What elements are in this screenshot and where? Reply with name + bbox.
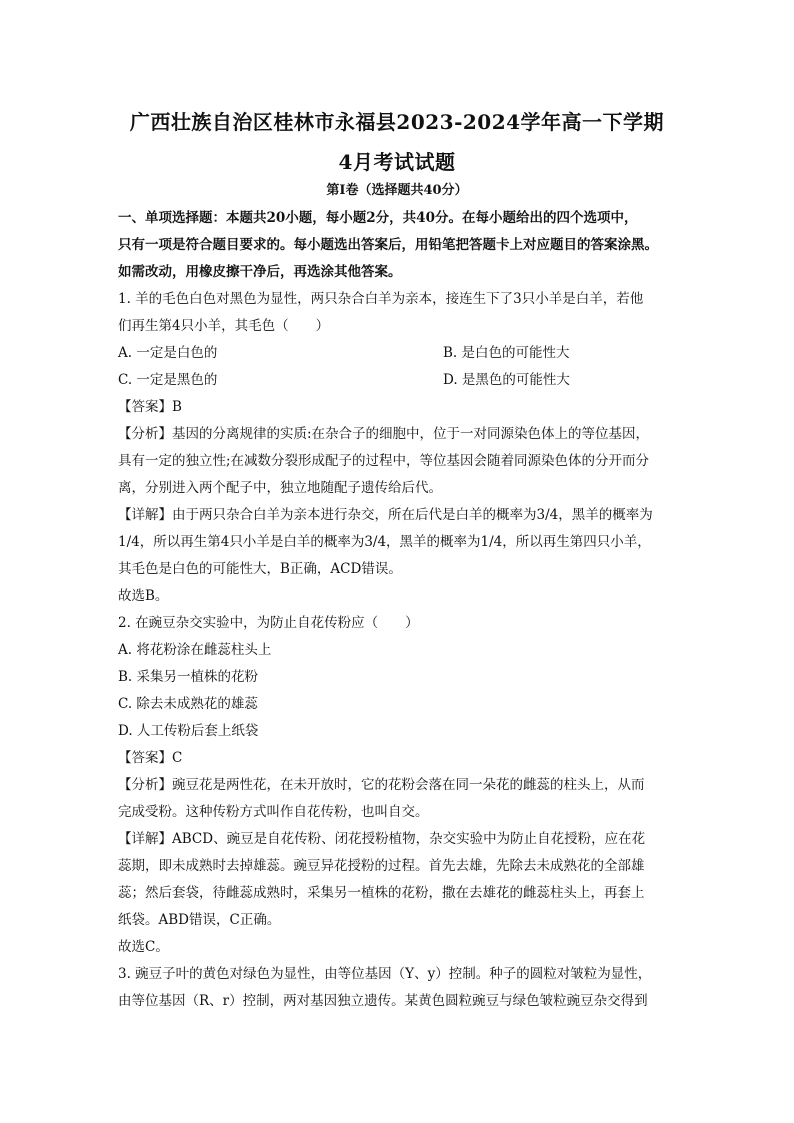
question-stem: 1. 羊的毛色白色对黑色为显性，两只杂合白羊为亲本，接连生下了3只小羊是白羊，若他 <box>118 291 644 307</box>
answer: 【答案】C <box>118 750 183 766</box>
question-3 <box>118 961 678 1015</box>
section-title: 第Ⅰ卷（选择题共40分） <box>326 183 468 198</box>
question-stem: 2. 在豌豆杂交实验中，为防止自花传粉应（ ） <box>118 615 419 631</box>
question-stem: 们再生第4只小羊，其毛色（ ） <box>118 318 330 334</box>
conclusion: 故选B。 <box>118 588 169 604</box>
option-row <box>118 367 678 394</box>
detail-line: 1/4，所以再生第4只小羊是白羊的概率为3/4，黑羊的概率为1/4，所以再生第四只小羊， <box>118 534 651 550</box>
option-a: A. 将花粉涂在雌蕊柱头上 <box>118 642 272 658</box>
detail-line: 其毛色是白色的可能性大，B正确，ACD错误。 <box>118 561 402 577</box>
analysis-line: 【分析】豌豆花是两性花，在未开放时，它的花粉会落在同一朵花的雌蕊的柱头上，从而 <box>118 777 645 793</box>
detail-line: 【详解】由于两只杂合白羊为亲本进行杂交，所在后代是白羊的概率为3/4，黑羊的概率为 <box>118 507 653 523</box>
analysis-line: 离，分别进入两个配子中，独立地随配子遗传给后代。 <box>118 480 442 496</box>
answer: 【答案】B <box>118 399 182 415</box>
analysis-line: 完成受粉。这种传粉方式叫作自花传粉，也叫自交。 <box>118 804 429 820</box>
question-1 <box>118 286 678 610</box>
option-c: C. 除去未成熟花的雄蕊 <box>118 696 258 712</box>
instructions-line: 一、单项选择题：本题共20小题，每小题2分，共40分。在每小题给出的四个选项中， <box>118 210 638 226</box>
detail-line: 蕊期，即未成熟时去掉雄蕊。豌豆异花授粉的过程。首先去雄，先除去未成熟花的全部雄 <box>118 858 645 874</box>
document-title-line-2: 4月考试试题 <box>338 150 456 174</box>
option-d: D. 是黑色的可能性大 <box>443 372 570 388</box>
instructions-line: 只有一项是符合题目要求的。每小题选出答案后，用铅笔把答题卡上对应题目的答案涂黑。 <box>118 237 658 253</box>
option-d: D. 人工传粉后套上纸袋 <box>118 723 259 739</box>
option-c: C. 一定是黑色的 <box>118 372 218 388</box>
option-row <box>118 340 678 367</box>
detail-line: 【详解】ABCD、豌豆是自花传粉、闭花授粉植物，杂交实验中为防止自花授粉，应在花 <box>118 831 646 847</box>
option-b: B. 采集另一植株的花粉 <box>118 669 259 685</box>
analysis-line: 【分析】基因的分离规律的实质:在杂合子的细胞中，位于一对同源染色体上的等位基因， <box>118 426 650 442</box>
question-stem: 由等位基因（R、r）控制，两对基因独立遗传。某黄色圆粒豌豆与绿色皱粒豌豆杂交得到 <box>118 993 648 1009</box>
instructions-line: 如需改动，用橡皮擦干净后，再选涂其他答案。 <box>118 264 402 280</box>
detail-line: 蕊；然后套袋，待雌蕊成熟时，采集另一植株的花粉，撒在去雄花的雌蕊柱头上，再套上 <box>118 885 645 901</box>
question-stem: 3. 豌豆子叶的黄色对绿色为显性，由等位基因（Y、y）控制。种子的圆粒对皱粒为显性， <box>118 966 652 982</box>
question-2 <box>118 610 678 961</box>
exam-content <box>118 205 678 1015</box>
document-title-line-1: 广西壮族自治区桂林市永福县2023-2024学年高一下学期 <box>129 110 665 134</box>
option-a: A. 一定是白色的 <box>118 345 218 361</box>
conclusion: 故选C。 <box>118 939 169 955</box>
analysis-line: 具有一定的独立性;在减数分裂形成配子的过程中，等位基因会随着同源染色体的分开而分 <box>118 453 650 469</box>
detail-line: 纸袋。ABD错误，C正确。 <box>118 912 281 928</box>
option-b: B. 是白色的可能性大 <box>443 345 570 361</box>
